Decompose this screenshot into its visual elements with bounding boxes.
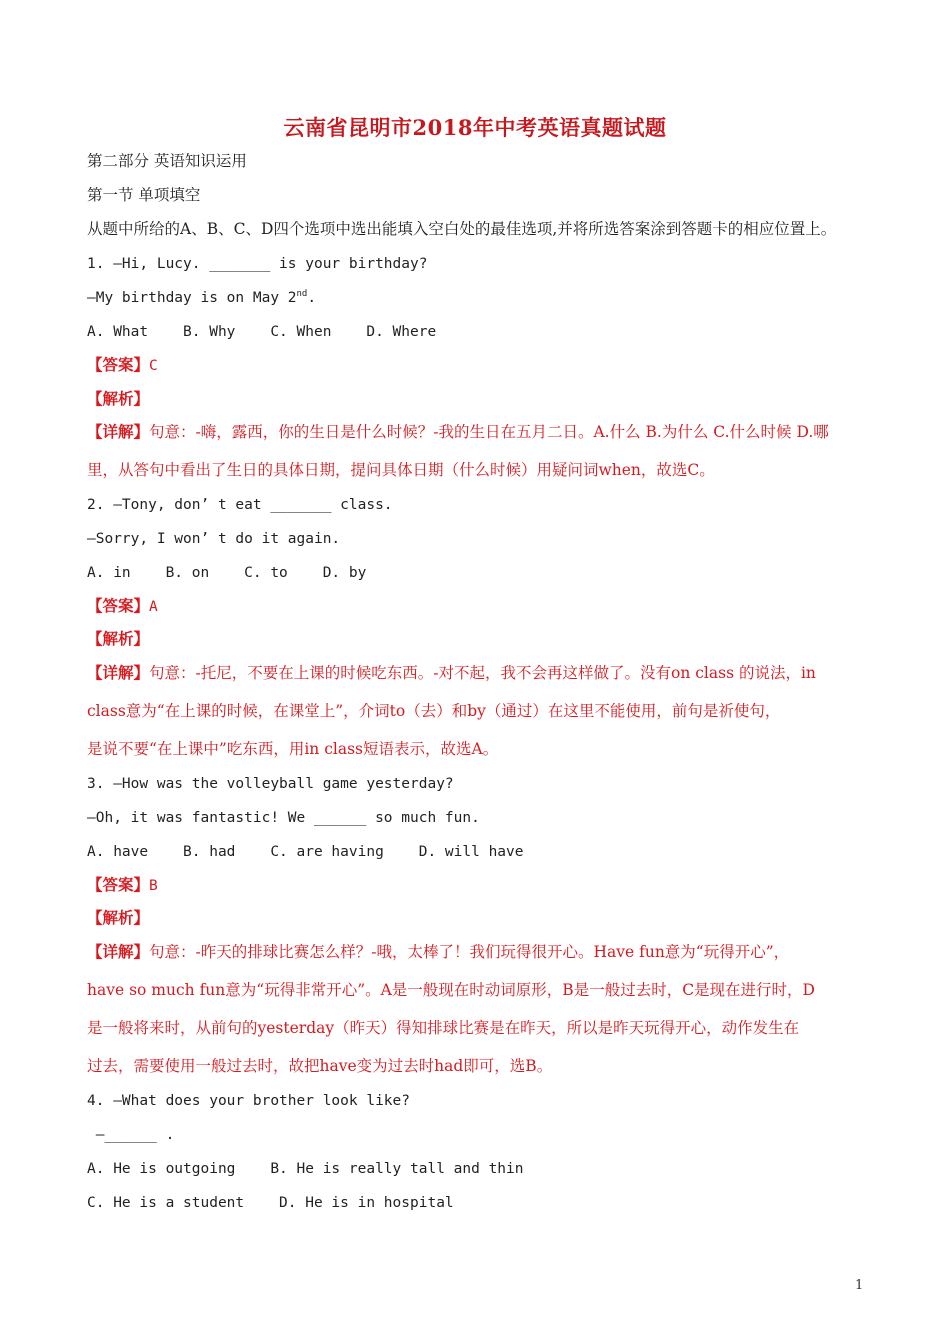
q2-detail bbox=[87, 662, 865, 776]
q1-detail bbox=[87, 421, 865, 497]
q3-analysis-tag: 【解析】 bbox=[87, 908, 150, 927]
q3-detail bbox=[87, 941, 865, 1093]
q4-question: 4. —What does your brother look like? bbox=[87, 1093, 411, 1109]
q1-response-end: . bbox=[307, 290, 317, 306]
q1-detail-line-2: 里，从答句中看出了生日的具体日期，提问具体日期（什么时候）用疑问词when，故选C。 bbox=[87, 461, 715, 479]
q2-detail-line-1: 句意：-托尼，不要在上课的时候吃东西。-对不起，我不会再这样做了。没有on class 的说法，in bbox=[149, 664, 816, 682]
instruction-text: 从题中所给的A、B、C、D四个选项中选出能填入空白处的最佳选项,并将所选答案涂到答题卡的相应位置上。 bbox=[87, 220, 837, 238]
q3-detail-line-4: 过去，需要使用一般过去时，故把have变为过去时had即可，选B。 bbox=[87, 1057, 553, 1075]
q3-detail-line-3: 是一般将来时，从前句的yesterday（昨天）得知排球比赛是在昨天，所以是昨天玩得开心，动作发生在 bbox=[87, 1019, 800, 1037]
q2-answer-value: A bbox=[149, 599, 158, 615]
q3-detail-line-1: 句意：-昨天的排球比赛怎么样？-哦，太棒了！我们玩得很开心。Have fun意为“玩得开心”， bbox=[149, 943, 790, 961]
q3-detail-line bbox=[87, 941, 865, 979]
q1-detail-line-1: 句意：-嗨，露西，你的生日是什么时候？-我的生日在五月二日。A.什么 B.为什么 C.什么时候 D.哪 bbox=[149, 423, 829, 441]
q2-detail-line-2: class意为“在上课的时候，在课堂上”，介词to（去）和by（通过）在这里不能使用，前句是祈使句， bbox=[87, 702, 781, 720]
q3-question: 3. —How was the volleyball game yesterday? bbox=[87, 776, 454, 792]
detail-tag: 【详解】 bbox=[87, 942, 150, 961]
q1-detail-line bbox=[87, 421, 865, 459]
q4-response: —______ . bbox=[87, 1127, 175, 1143]
detail-tag: 【详解】 bbox=[87, 422, 150, 441]
page-number: 1 bbox=[855, 1278, 864, 1293]
detail-tag: 【详解】 bbox=[87, 663, 150, 682]
q1-question: 1. —Hi, Lucy. _______ is your birthday? bbox=[87, 256, 428, 272]
q3-answer bbox=[87, 874, 158, 897]
q2-options: A. in B. on C. to D. by bbox=[87, 565, 367, 581]
page-title: 云南省昆明市2018年中考英语真题试题 bbox=[283, 115, 667, 140]
q2-question: 2. —Tony, don’ t eat _______ class. bbox=[87, 497, 393, 513]
q2-detail-line-3: 是说不要“在上课中”吃东西，用in class短语表示，故选A。 bbox=[87, 740, 499, 758]
answer-tag: 【答案】 bbox=[87, 355, 150, 374]
q1-answer bbox=[87, 354, 158, 377]
q2-analysis-tag: 【解析】 bbox=[87, 629, 150, 648]
answer-tag: 【答案】 bbox=[87, 596, 150, 615]
section-heading: 第一节 单项填空 bbox=[87, 186, 201, 204]
q1-response-sup: nd bbox=[296, 289, 308, 300]
answer-tag: 【答案】 bbox=[87, 875, 150, 894]
q1-answer-value: C bbox=[149, 358, 158, 374]
q2-response: —Sorry, I won’ t do it again. bbox=[87, 531, 341, 547]
q1-analysis-tag: 【解析】 bbox=[87, 389, 150, 408]
q1-options: A. What B. Why C. When D. Where bbox=[87, 324, 437, 340]
q2-answer bbox=[87, 595, 158, 618]
q3-answer-value: B bbox=[149, 878, 158, 894]
q3-options: A. have B. had C. are having D. will have bbox=[87, 844, 524, 860]
q1-response bbox=[87, 287, 316, 309]
part-heading: 第二部分 英语知识运用 bbox=[87, 152, 247, 170]
q4-options-1: A. He is outgoing B. He is really tall and thin bbox=[87, 1161, 524, 1177]
q3-detail-line-2: have so much fun意为“玩得非常开心”。A是一般现在时动词原形，B是一般过去时，C是现在进行时，D bbox=[87, 981, 815, 999]
q2-detail-line bbox=[87, 662, 865, 700]
q4-options-2: C. He is a student D. He is in hospital bbox=[87, 1195, 454, 1211]
q1-response-text: —My birthday is on May 2 bbox=[87, 290, 297, 306]
q3-response: —Oh, it was fantastic! We ______ so much fun. bbox=[87, 810, 480, 826]
